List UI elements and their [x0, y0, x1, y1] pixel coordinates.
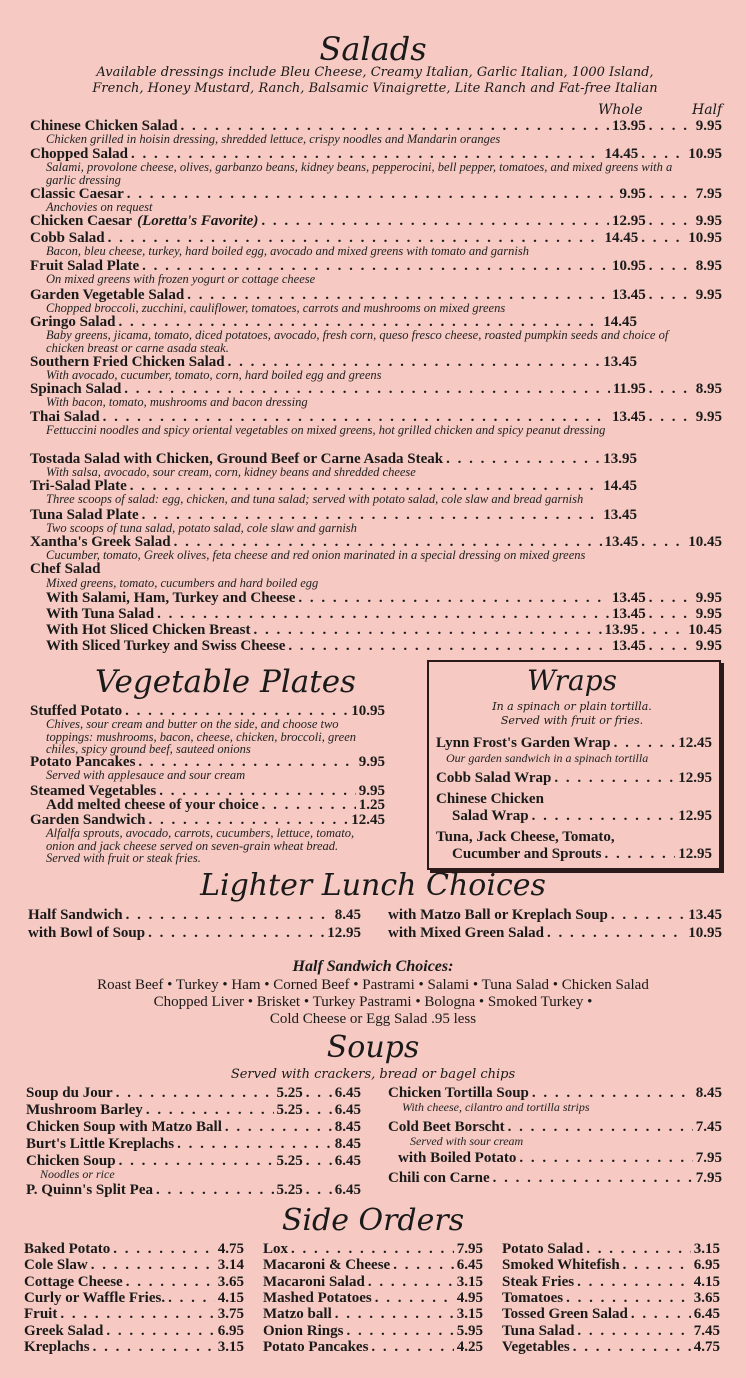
soup-item-price-bowl: 6.45 — [334, 1102, 361, 1118]
wrap-item-label-line1: Tuna, Jack Cheese, Tomato, — [436, 829, 615, 845]
soup-item-price-bowl: 6.45 — [334, 1153, 361, 1169]
salad-item-label: Cobb Salad — [30, 230, 105, 246]
salad-item-desc: Baby greens, jicama, tomato, diced potatoes, avocado, fresh corn, queso fresco cheese, roasted pumpkin seeds and choice of chicken breast or carne asada steak. — [46, 328, 669, 355]
side-item — [502, 1339, 720, 1356]
soup-item — [26, 1119, 361, 1136]
side-item-label: Mashed Potatoes — [263, 1289, 372, 1306]
salad-item-desc: On mixed greens with frozen yogurt or cottage cheese — [46, 272, 316, 286]
vegetable-item-desc: Chives, sour cream and butter on the side, and choose two toppings: mushrooms, bacon, cheese, chicken, broccoli, green chiles, spicy ground beef, sauteed onions — [46, 717, 356, 756]
lunch-item — [388, 925, 722, 942]
salad-item-note: (Loretta's Favorite) — [137, 213, 259, 229]
lunch-item — [28, 907, 361, 924]
chef-salad-option-price-whole: 13.45 — [612, 638, 646, 654]
wrap-item-desc: Our garden sandwich in a spinach tortilla — [446, 751, 649, 765]
vegetable-item-desc: Served with applesauce and sour cream — [46, 768, 246, 782]
salad-item-price-whole: 14.45 — [604, 230, 639, 246]
salad-item-label: Fruit Salad Plate — [30, 258, 140, 274]
salad-item-price-half: 10.95 — [688, 146, 722, 162]
salad-item-price-half: 9.95 — [695, 287, 722, 303]
salad-item-label: Southern Fried Chicken Salad — [30, 354, 225, 370]
soup-item-label: P. Quinn's Split Pea — [26, 1182, 153, 1198]
soup-item-label: Chicken Soup with Matzo Ball — [26, 1119, 222, 1135]
soup-item — [26, 1102, 361, 1119]
wrap-item-price-whole: 12.95 — [678, 770, 712, 786]
side-item-price-whole: 6.45 — [693, 1306, 720, 1323]
side-item-label: Baked Potato — [24, 1241, 111, 1257]
vegetable-item-price-whole: 9.95 — [358, 754, 385, 770]
side-item-label: Cole Slaw — [24, 1257, 88, 1274]
lunch-item-price-whole: 13.45 — [688, 907, 722, 923]
wrap-item-label: Cucumber and Sprouts — [452, 846, 602, 862]
soup-item-price-whole: 8.45 — [695, 1085, 722, 1101]
soup-item — [26, 1085, 361, 1102]
side-item-label: Greek Salad — [24, 1322, 104, 1339]
lunch-item-label: with Bowl of Soup — [28, 925, 146, 941]
lunch-item-label: with Mixed Green Salad — [388, 925, 544, 941]
salad-item-label: Xantha's Greek Salad — [30, 534, 171, 550]
side-item-price-whole: 3.75 — [217, 1306, 244, 1323]
side-item-label: Macaroni Salad — [263, 1273, 365, 1290]
salad-item-desc: Fettuccini noodles and spicy oriental vegetables on mixed greens, hot grilled chicken and spicy peanut dressing — [46, 423, 606, 437]
side-item-price-whole: 4.15 — [693, 1273, 720, 1290]
side-item-label: Tuna Salad — [502, 1322, 575, 1339]
side-item-price-whole: 4.15 — [217, 1289, 244, 1306]
vegetable-plates-title: Vegetable Plates — [95, 664, 356, 700]
salad-item-desc: Chicken grilled in hoisin dressing, shredded lettuce, crispy noodles and Mandarin oranges — [46, 132, 501, 146]
soup-item-label: Mushroom Barley — [26, 1102, 143, 1118]
soup-item-label: Chili con Carne — [388, 1170, 490, 1186]
salad-item-desc: With avocado, cucumber, tomato, corn, hard boiled egg and greens — [46, 368, 382, 382]
chef-salad-option-price-half: 9.95 — [695, 606, 722, 622]
side-item-label: Cottage Cheese — [24, 1273, 123, 1290]
vegetable-item-label: Stuffed Potato — [30, 703, 123, 719]
side-item-price-whole: 7.45 — [693, 1322, 720, 1339]
vegetable-item-price-whole: 1.25 — [358, 797, 385, 813]
lunch-item-price-whole: 8.45 — [334, 907, 361, 923]
soup-item — [26, 1136, 361, 1153]
chef-salad-option — [46, 590, 722, 607]
wrap-item — [436, 735, 712, 752]
side-item — [502, 1306, 720, 1323]
side-item-label: Onion Rings — [263, 1322, 344, 1339]
soup-item-label: with Boiled Potato — [398, 1150, 517, 1166]
salad-item — [30, 213, 722, 230]
wraps-title: Wraps — [527, 664, 617, 697]
side-item-price-whole: 6.95 — [693, 1257, 720, 1274]
salad-item-desc: Salami, provolone cheese, olives, garbanzo beans, kidney beans, pepperocini, bell pepper, tomatoes, and mixed greens with a garlic dressing — [46, 160, 673, 187]
chef-salad-option-price-half: 10.45 — [688, 622, 722, 638]
side-item — [24, 1290, 244, 1307]
side-item — [263, 1257, 483, 1274]
side-item — [263, 1274, 483, 1291]
side-item-label: Potato Pancakes — [263, 1338, 369, 1355]
salad-item-label: Gringo Salad — [30, 314, 116, 330]
vegetable-item-label: Garden Sandwich — [30, 812, 146, 828]
soup-item-label: Cold Beet Borscht — [388, 1119, 505, 1135]
salad-item-price-half: 9.95 — [695, 409, 722, 425]
soup-item — [26, 1182, 361, 1199]
side-item-label: Tossed Green Salad — [502, 1306, 628, 1323]
side-item-label: Vegetables — [502, 1338, 570, 1355]
lunch-item-label: Half Sandwich — [28, 907, 123, 923]
side-item-price-whole: 3.15 — [693, 1241, 720, 1257]
salad-item-label: Tuna Salad Plate — [30, 507, 139, 523]
salads-col-half: Half — [692, 102, 723, 118]
lunch-item — [388, 907, 722, 924]
soup-item-desc: With cheese, cilantro and tortilla strips — [402, 1100, 590, 1114]
chef-salad-option-label: With Hot Sliced Chicken Breast — [46, 622, 251, 638]
soup-item-price-bowl: 8.45 — [334, 1136, 361, 1152]
side-item — [502, 1274, 720, 1291]
salad-item-desc: With salsa, avocado, sour cream, corn, kidney beans and shredded cheese — [46, 465, 416, 479]
wraps-subtitle-2: Served with fruit or fries. — [500, 714, 644, 727]
salads-title: Salads — [319, 30, 427, 68]
soup-item-price-cup: 5.25 — [276, 1102, 303, 1118]
salads-dressings: Available dressings include Bleu Cheese, Creamy Italian, Garlic Italian, 1000 Island, French, Honey Mustard, Ranch, Balsamic Vinaigrette, Lite Ranch and Fat-free Italian — [92, 65, 658, 96]
side-item-price-whole: 3.65 — [217, 1273, 244, 1290]
salad-item-label: Classic Caesar — [30, 186, 124, 202]
salad-item-label: Tri-Salad Plate — [30, 478, 127, 494]
side-item-price-whole: 4.95 — [456, 1289, 483, 1306]
side-item — [24, 1241, 244, 1258]
half-sandwich-line-1: Roast Beef • Turkey • Ham • Corned Beef • Pastrami • Salami • Tuna Salad • Chicken Salad — [97, 977, 649, 993]
soup-item-price-bowl: 8.45 — [334, 1119, 361, 1135]
side-item — [24, 1339, 244, 1356]
soup-item-label: Chicken Tortilla Soup — [388, 1085, 529, 1101]
side-orders-title: Side Orders — [281, 1203, 465, 1238]
soup-item-price-cup: 5.25 — [276, 1153, 303, 1169]
salad-item-price-half: 10.95 — [688, 230, 722, 246]
lunch-item — [28, 925, 361, 942]
side-item-price-whole: 3.15 — [217, 1338, 244, 1355]
salad-item-price-half: 8.95 — [695, 381, 722, 397]
salad-item-label: Thai Salad — [30, 409, 100, 425]
side-item — [24, 1323, 244, 1340]
half-sandwich-line-3: Cold Cheese or Egg Salad .95 less — [269, 1011, 477, 1027]
salad-item-label: Chicken Caesar — [30, 213, 133, 229]
chef-salad-desc: Mixed greens, tomato, cucumbers and hard boiled egg — [46, 576, 319, 590]
salad-item-desc: Cucumber, tomato, Greek olives, feta cheese and red onion marinated in a special dressing on mixed greens — [46, 548, 586, 562]
salad-item-price-half: 8.95 — [695, 258, 722, 274]
side-item — [24, 1306, 244, 1323]
salad-item-price-whole: 14.45 — [603, 314, 637, 330]
chef-salad-option-price-whole: 13.95 — [604, 622, 639, 638]
wrap-item-label: Lynn Frost's Garden Wrap — [436, 735, 611, 751]
salad-item-desc: With bacon, tomato, mushrooms and bacon dressing — [46, 395, 308, 409]
wrap-item — [436, 770, 712, 787]
chef-salad-option-label: With Salami, Ham, Turkey and Cheese — [46, 590, 296, 606]
wraps-subtitle-1: In a spinach or plain tortilla. — [492, 700, 652, 713]
vegetable-item-label: Add melted cheese of your choice — [46, 797, 259, 813]
salad-item-price-whole: 13.45 — [603, 507, 637, 523]
chef-salad-option-label: With Sliced Turkey and Swiss Cheese — [46, 638, 286, 654]
chef-salad-option — [46, 606, 722, 623]
salad-item-desc: Chopped broccoli, zucchini, cauliflower, tomatoes, carrots and mushrooms on mixed greens — [46, 301, 506, 315]
wrap-item-price-whole: 12.45 — [678, 735, 712, 751]
salad-item-price-whole: 9.95 — [619, 186, 646, 202]
vegetable-item-label: Potato Pancakes — [30, 754, 136, 770]
wrap-item — [452, 846, 712, 863]
chef-salad-option-price-half: 9.95 — [695, 590, 722, 606]
salad-item-price-whole: 13.95 — [612, 118, 646, 134]
side-item-label: Smoked Whitefish — [502, 1257, 620, 1274]
salad-item-label: Spinach Salad — [30, 381, 122, 397]
salad-item-desc: Anchovies on request — [46, 200, 153, 214]
side-item-price-whole: 3.65 — [693, 1289, 720, 1306]
soup-item-desc: Served with sour cream — [410, 1134, 524, 1148]
lunch-item-price-whole: 10.95 — [688, 925, 722, 941]
wrap-item-label: Cobb Salad Wrap — [436, 770, 552, 786]
salad-item-price-whole: 13.45 — [612, 409, 646, 425]
side-item — [24, 1257, 244, 1274]
lunch-item-label: with Matzo Ball or Kreplach Soup — [388, 907, 608, 923]
half-sandwich-title: Half Sandwich Choices: — [292, 958, 454, 975]
salad-item-price-whole: 14.45 — [604, 146, 639, 162]
soup-item-price-bowl: 6.45 — [334, 1182, 361, 1198]
salad-item-price-whole: 13.45 — [603, 354, 637, 370]
side-item-label: Potato Salad — [502, 1241, 584, 1257]
vegetable-item-price-whole: 9.95 — [358, 783, 385, 799]
wrap-item-label-line1: Chinese Chicken — [436, 791, 544, 807]
salad-item-price-half: 7.95 — [695, 186, 722, 202]
soup-item — [388, 1170, 722, 1187]
soup-item-price-bowl: 6.45 — [334, 1085, 361, 1101]
chef-salad-option-price-whole: 13.45 — [612, 590, 646, 606]
chef-salad-option-price-whole: 13.45 — [612, 606, 646, 622]
side-item-price-whole: 6.45 — [456, 1257, 483, 1274]
soup-item-price-whole: 7.45 — [695, 1119, 722, 1135]
side-item — [502, 1290, 720, 1307]
soup-item-label: Soup du Jour — [26, 1085, 113, 1101]
side-item-label: Kreplachs — [24, 1338, 90, 1355]
salad-item-label: Chinese Chicken Salad — [30, 118, 178, 134]
side-item-price-whole: 4.25 — [456, 1338, 483, 1355]
side-item — [263, 1339, 483, 1356]
wrap-item-price-whole: 12.95 — [678, 808, 712, 824]
side-item-label: Steak Fries — [502, 1273, 575, 1290]
soups-title: Soups — [326, 1030, 420, 1065]
lighter-lunch-title: Lighter Lunch Choices — [200, 868, 546, 903]
chef-salad-option — [46, 622, 722, 639]
salad-item-price-whole: 13.95 — [603, 451, 637, 467]
salad-item-desc: Two scoops of tuna salad, potato salad, cole slaw and garnish — [46, 521, 357, 535]
side-item-price-whole: 3.14 — [217, 1257, 244, 1274]
vegetable-item-price-whole: 10.95 — [351, 703, 385, 719]
wrap-item-label: Salad Wrap — [452, 808, 529, 824]
side-item-label: Fruit — [24, 1306, 58, 1323]
salad-item-price-whole: 13.45 — [604, 534, 639, 550]
soups-subtitle: Served with crackers, bread or bagel chips — [230, 1067, 516, 1082]
side-item — [502, 1323, 720, 1340]
chef-salad-option-label: With Tuna Salad — [46, 606, 155, 622]
half-sandwich-line-2: Chopped Liver • Brisket • Turkey Pastrami • Bologna • Smoked Turkey • — [153, 994, 593, 1010]
salad-item-desc: Bacon, bleu cheese, turkey, hard boiled egg, avocado and mixed greens with tomato and garnish — [46, 244, 530, 258]
salad-item-label: Chopped Salad — [30, 146, 128, 162]
side-item — [502, 1241, 720, 1258]
salad-item-price-whole: 11.95 — [612, 381, 646, 397]
wrap-item-price-whole: 12.95 — [678, 846, 712, 862]
side-item — [263, 1306, 483, 1323]
vegetable-item-label: Steamed Vegetables — [30, 783, 157, 799]
soup-item-desc: Noodles or rice — [40, 1167, 115, 1181]
vegetable-item-desc: Alfalfa sprouts, avocado, carrots, cucumbers, lettuce, tomato, onion and jack cheese served on seven-grain wheat bread. Served with fruit or steak fries. — [46, 826, 355, 865]
side-item — [263, 1241, 483, 1258]
soup-item-price-whole: 7.95 — [695, 1170, 722, 1186]
salads-col-whole: Whole — [598, 102, 643, 118]
side-item-price-whole: 4.75 — [217, 1241, 244, 1257]
salad-item-price-whole: 14.45 — [603, 478, 637, 494]
side-item-price-whole: 4.75 — [693, 1338, 720, 1355]
chef-salad-option-price-half: 9.95 — [695, 638, 722, 654]
side-item-price-whole: 3.15 — [456, 1306, 483, 1323]
side-item — [24, 1274, 244, 1291]
side-item-price-whole: 7.95 — [456, 1241, 483, 1257]
chef-salad-label: Chef Salad — [30, 561, 101, 577]
soup-item — [398, 1150, 722, 1167]
salad-item-price-half: 9.95 — [695, 118, 722, 134]
salad-item-label: Garden Vegetable Salad — [30, 287, 185, 303]
soup-item-price-cup: 5.25 — [276, 1085, 303, 1101]
soup-item-label: Burt's Little Kreplachs — [26, 1136, 175, 1152]
side-item — [502, 1257, 720, 1274]
soup-item-price-whole: 7.95 — [695, 1150, 722, 1166]
soup-item-price-cup: 5.25 — [276, 1182, 303, 1198]
salad-item-price-half: 10.45 — [688, 534, 722, 550]
vegetable-item-price-whole: 12.45 — [351, 812, 385, 828]
side-item-label: Macaroni & Cheese — [263, 1257, 391, 1274]
salad-item-price-whole: 10.95 — [612, 258, 646, 274]
side-item-price-whole: 5.95 — [456, 1322, 483, 1339]
salad-item-desc: Three scoops of salad: egg, chicken, and tuna salad; served with potato salad, cole slaw and bread garnish — [46, 492, 584, 506]
side-item-label: Matzo ball — [263, 1306, 332, 1323]
side-item-price-whole: 3.15 — [456, 1273, 483, 1290]
salad-item-price-half: 9.95 — [695, 213, 722, 229]
wrap-item — [452, 808, 712, 825]
lunch-item-price-whole: 12.95 — [327, 925, 361, 941]
side-item-price-whole: 6.95 — [217, 1322, 244, 1339]
side-item — [263, 1323, 483, 1340]
salad-item-label: Tostada Salad with Chicken, Ground Beef or Carne Asada Steak — [30, 451, 444, 467]
chef-salad-option — [46, 638, 722, 655]
side-item-label: Curly or Waffle Fries. — [24, 1289, 166, 1306]
soup-item-label: Chicken Soup — [26, 1153, 116, 1169]
side-item-label: Tomatoes — [502, 1289, 564, 1306]
side-item-label: Lox — [263, 1241, 289, 1257]
salad-item-price-whole: 13.45 — [612, 287, 646, 303]
salad-item-price-whole: 12.95 — [612, 213, 646, 229]
side-item — [263, 1290, 483, 1307]
